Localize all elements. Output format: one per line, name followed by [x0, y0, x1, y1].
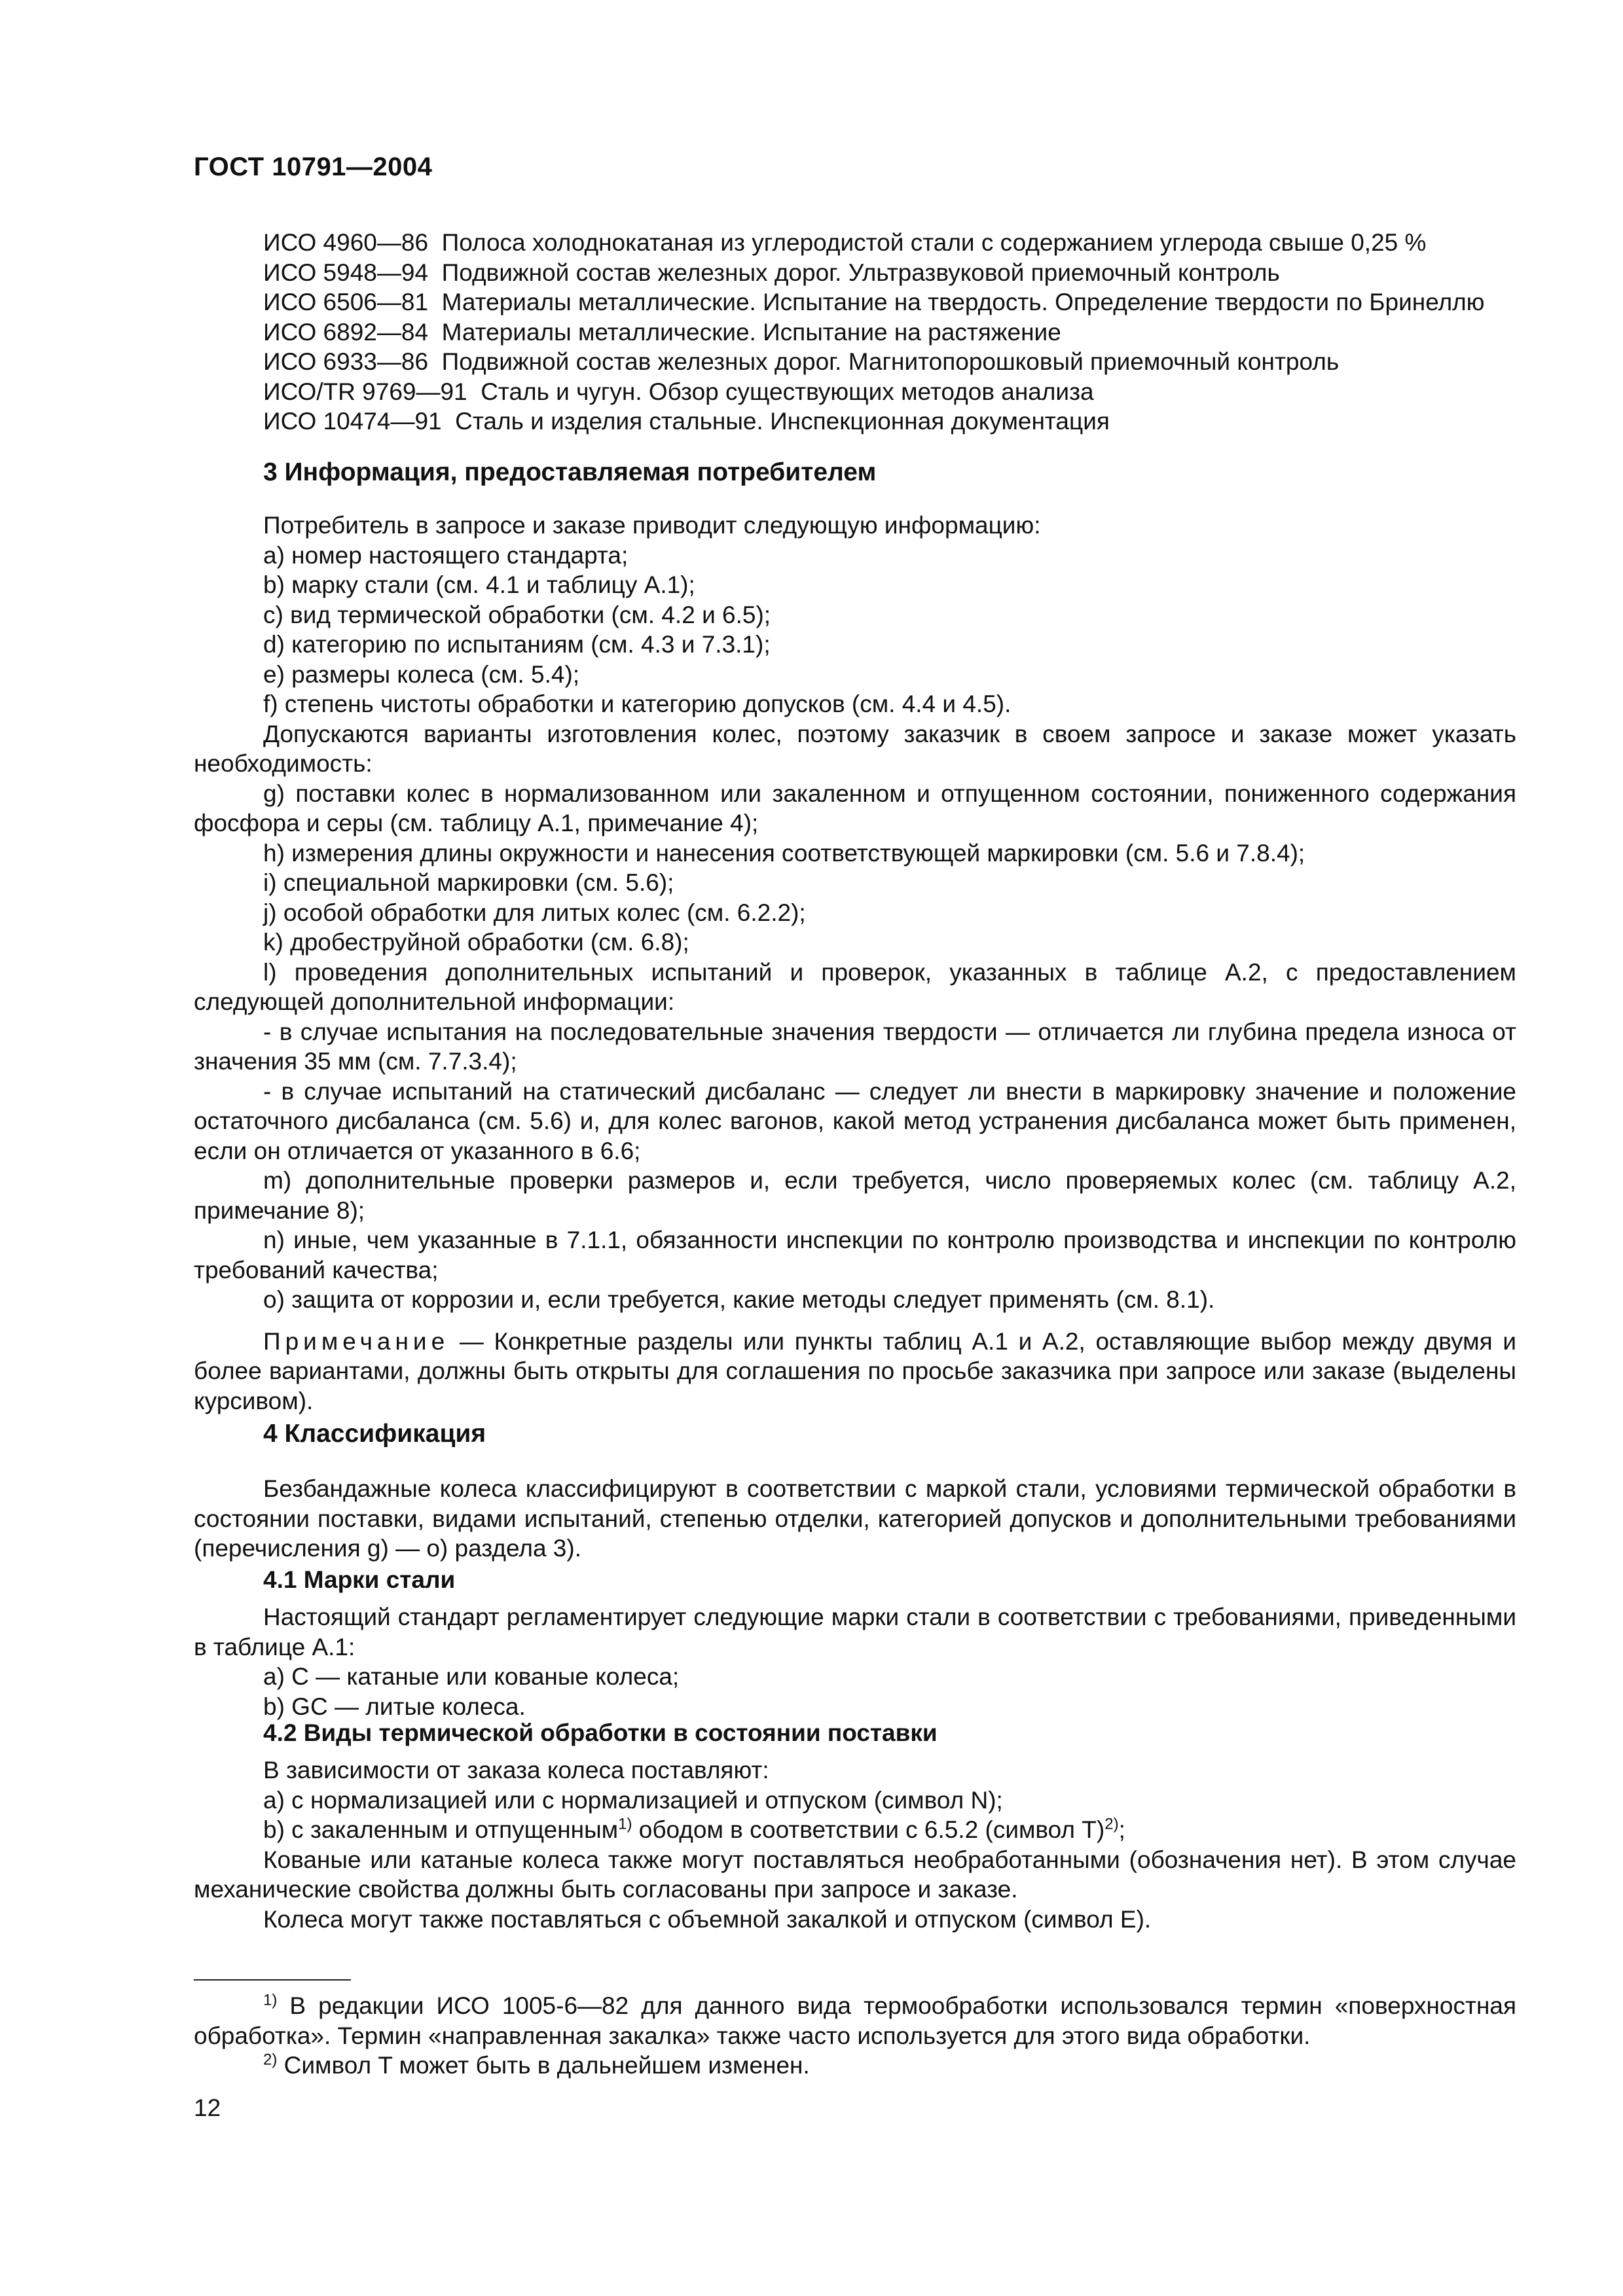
- list-item: b) марку стали (см. 4.1 и таблицу А.1);: [263, 571, 695, 598]
- reference-title: Материалы металлические. Испытание на твердость. Определение твердости по Бринеллю: [441, 289, 1485, 315]
- list-item: j) особой обработки для литых колес (см. 6.2.2);: [263, 899, 806, 926]
- section-3-heading: 3 Информация, предоставляемая потребителем: [263, 458, 877, 486]
- subsection-4-2-text: Колеса могут также поставляться с объемной закалкой и отпуском (символ E).: [263, 1905, 1152, 1933]
- list-item: a) с нормализацией или с нормализацией и отпуском (символ N);: [263, 1786, 1003, 1814]
- list-item: l) проведения дополнительных испытаний и проверок, указанных в таблице А.2, с предоставлением следующей дополнительной информации:: [194, 958, 1516, 1015]
- reference-code: ИСО 4960—86: [263, 229, 429, 256]
- list-item: f) степень чистоты обработки и категорию допусков (см. 4.4 и 4.5).: [263, 691, 1012, 717]
- footnote-divider: [194, 1979, 351, 1981]
- list-item: - в случае испытаний на статический дисбаланс — следует ли внести в маркировку значение и положение остаточного дисбаланса (см. 5.6) и, для колес вагонов, какой метод устранения дисбаланса может быть применен, если он отличается от указанного в 6.6;: [194, 1077, 1516, 1164]
- list-item: o) защита от коррозии и, если требуется, какие методы следует применять (см. 8.1).: [263, 1286, 1215, 1313]
- reference-title: Материалы металлические. Испытание на растяжение: [441, 318, 1061, 346]
- note-label: Примечание: [263, 1327, 450, 1355]
- footnote-ref: 2): [1104, 1815, 1119, 1833]
- reference-list: [263, 228, 1485, 437]
- reference-code: ИСО 6506—81: [263, 289, 429, 315]
- reference-code: ИСО 6892—84: [263, 318, 429, 346]
- list-item-text: ;: [1118, 1816, 1125, 1843]
- subsection-4-1-heading: 4.1 Марки стали: [263, 1566, 456, 1593]
- list-item: n) иные, чем указанные в 7.1.1, обязанности инспекции по контролю производства и инспекции по контролю требований качества;: [194, 1227, 1516, 1283]
- reference-row: [263, 228, 1485, 258]
- page-number: 12: [194, 2094, 221, 2121]
- subsection-4-1-text: Настоящий стандарт регламентирует следующие марки стали в соответствии с требованиями, приведенными в таблице А.1:: [194, 1604, 1516, 1660]
- list-item: a) номер настоящего стандарта;: [263, 541, 629, 569]
- section-4-body: [194, 1474, 1516, 1564]
- reference-row: [263, 258, 1485, 288]
- reference-title: Сталь и чугун. Обзор существующих методов анализа: [481, 378, 1094, 405]
- subsection-4-2-body: [194, 1755, 1516, 1934]
- document-header: ГОСТ 10791—2004: [194, 152, 433, 181]
- note-text: — Конкретные разделы или пункты таблиц А.1 и А.2, оставляющие выбор между двумя и более вариантами, должны быть открыты для соглашения по просьбе заказчика при запросе или заказе (выделены курсивом).: [194, 1327, 1516, 1414]
- list-item: h) измерения длины окружности и нанесения соответствующей маркировки (см. 5.6 и 7.8.4);: [263, 839, 1305, 867]
- subsection-4-2-intro: В зависимости от заказа колеса поставляют:: [263, 1757, 769, 1784]
- footnote-ref: 1): [618, 1815, 632, 1833]
- list-item: a) С — катаные или кованые колеса;: [263, 1663, 680, 1690]
- footnote: [194, 2051, 1516, 2081]
- reference-title: Подвижной состав железных дорог. Магнитопорошковый приемочный контроль: [441, 348, 1340, 375]
- reference-row: [263, 406, 1485, 437]
- note-paragraph: [194, 1327, 1516, 1416]
- list-item: d) категорию по испытаниям (см. 4.3 и 7.3.1);: [263, 631, 771, 658]
- list-item: - в случае испытания на последовательные значения твердости — отличается ли глубина предела износа от значения 35 мм (см. 7.7.3.4);: [194, 1018, 1516, 1075]
- subsection-4-1-body: [194, 1602, 1516, 1721]
- section-3-intro: Потребитель в запросе и заказе приводит следующую информацию:: [263, 512, 1041, 539]
- list-item: b) GC — литые колеса.: [263, 1693, 526, 1720]
- list-item: [194, 1815, 1516, 1845]
- section-4-text: Безбандажные колеса классифицируют в соответствии с маркой стали, условиями термической обработки в состоянии поставки, видами испытаний, степенью отделки, категорией допусков и дополнительными требованиями (перечисления g) — o) раздела 3).: [194, 1475, 1516, 1562]
- options-intro: Допускаются варианты изготовления колес, поэтому заказчик в своем запросе и заказе может указать необходимость:: [194, 720, 1516, 777]
- reference-code: ИСО 6933—86: [263, 348, 429, 375]
- reference-title: Полоса холоднокатаная из углеродистой стали с содержанием углерода свыше 0,25 %: [441, 229, 1427, 256]
- reference-title: Сталь и изделия стальные. Инспекционная документация: [455, 408, 1110, 435]
- reference-title: Подвижной состав железных дорог. Ультразвуковой приемочный контроль: [441, 259, 1280, 286]
- reference-code: ИСО 10474—91: [263, 408, 442, 435]
- subsection-4-2-heading: 4.2 Виды термической обработки в состоянии поставки: [263, 1719, 938, 1746]
- list-item-text: ободом в соответствии с 6.5.2 (символ T): [632, 1816, 1105, 1843]
- footnote-text: В редакции ИСО 1005-6—82 для данного вида термообработки использовался термин «поверхностная обработка». Термин «направленная закалка» также часто используется для этого вида обработки.: [194, 1992, 1516, 2049]
- list-item: g) поставки колес в нормализованном или закаленном и отпущенном состоянии, пониженного содержания фосфора и серы (см. таблицу А.1, примечание 4);: [194, 780, 1516, 836]
- list-item: i) специальной маркировки (см. 5.6);: [263, 869, 674, 896]
- list-item: e) размеры колеса (см. 5.4);: [263, 660, 580, 688]
- list-item-text: b) с закаленным и отпущенным: [263, 1816, 619, 1843]
- reference-row: [263, 287, 1485, 317]
- footnote: [194, 1991, 1516, 2051]
- reference-code: ИСО/TR 9769—91: [263, 378, 467, 405]
- footnote-mark: 1): [263, 1991, 278, 2009]
- section-3-body: [194, 511, 1516, 1416]
- list-item: c) вид термической обработки (см. 4.2 и 6.5);: [263, 601, 771, 628]
- list-item: m) дополнительные проверки размеров и, если требуется, число проверяемых колес (см. таблицу А.2, примечание 8);: [194, 1167, 1516, 1224]
- section-4-heading: 4 Классификация: [263, 1420, 486, 1448]
- footnotes: [194, 1991, 1516, 2081]
- footnote-mark: 2): [263, 2051, 278, 2069]
- subsection-4-2-text: Кованые или катаные колеса также могут поставляться необработанными (обозначения нет). В этом случае механические свойства должны быть согласованы при запросе и заказе.: [194, 1846, 1516, 1903]
- list-item: k) дробеструйной обработки (см. 6.8);: [263, 929, 689, 956]
- footnote-text: Символ T может быть в дальнейшем изменен.: [277, 2052, 810, 2079]
- reference-row: [263, 317, 1485, 348]
- reference-code: ИСО 5948—94: [263, 259, 429, 286]
- reference-row: [263, 377, 1485, 407]
- reference-row: [263, 347, 1485, 377]
